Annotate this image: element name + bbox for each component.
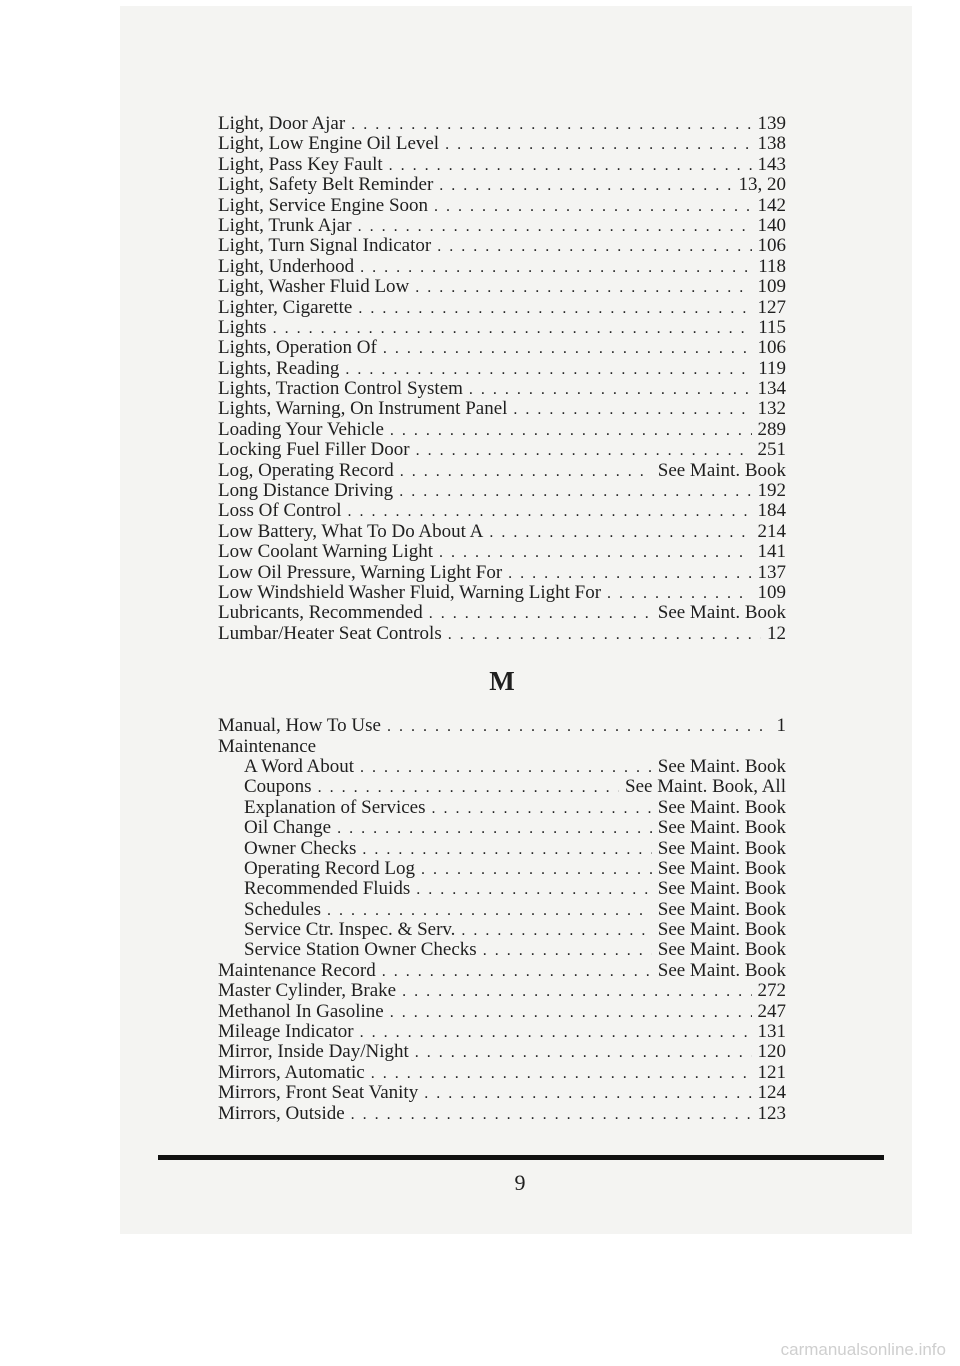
entry-label: Lights, Reading <box>218 357 340 379</box>
entry-label: Loading Your Vehicle <box>218 418 384 440</box>
entry-page-ref: 1 <box>776 715 786 737</box>
entry-label: Maintenance Record <box>218 959 376 981</box>
entry-label: Lights <box>218 316 267 338</box>
entry-page-ref: See Maint. Book <box>657 796 786 818</box>
dot-leader <box>358 217 752 237</box>
entry-label: Light, Underhood <box>218 255 355 277</box>
index-entry <box>218 216 786 236</box>
index-entry <box>218 879 786 899</box>
entry-page-ref: 127 <box>757 296 786 318</box>
entry-page-ref: 141 <box>757 541 786 563</box>
entry-label: Schedules <box>244 898 322 920</box>
entry-label: Log, Operating Record <box>218 459 394 481</box>
dot-leader <box>337 819 652 839</box>
entry-page-ref: See Maint. Book <box>657 898 786 920</box>
entry-label: Oil Change <box>244 817 332 839</box>
index-entry <box>218 1104 786 1124</box>
entry-page-ref: 132 <box>757 398 786 420</box>
dot-leader <box>362 840 651 860</box>
index-entry <box>218 563 786 583</box>
dot-leader <box>421 860 652 880</box>
entry-label: Recommended Fluids <box>244 878 411 900</box>
index-entry <box>218 318 786 338</box>
dot-leader <box>400 462 652 482</box>
entry-label: Methanol In Gasoline <box>218 1000 384 1022</box>
entry-page-ref: 184 <box>757 500 786 522</box>
index-entry <box>218 542 786 562</box>
dot-leader <box>348 502 752 522</box>
entry-label: Light, Service Engine Soon <box>218 194 429 216</box>
dot-leader <box>415 278 751 298</box>
entry-label: Light, Pass Key Fault <box>218 153 383 175</box>
index-entry <box>218 624 786 644</box>
entry-page-ref: 13, 20 <box>738 174 786 196</box>
index-entry <box>218 900 786 920</box>
dot-leader <box>489 523 751 543</box>
index-entry <box>218 798 786 818</box>
dot-leader <box>439 543 751 563</box>
dot-leader <box>607 584 751 604</box>
entry-label: Loss Of Control <box>218 500 342 522</box>
entry-label: Explanation of Services <box>244 796 426 818</box>
dot-leader <box>390 421 752 441</box>
entry-label: Low Coolant Warning Light <box>218 541 434 563</box>
entry-page-ref: 121 <box>757 1061 786 1083</box>
entry-page-ref: 124 <box>757 1082 786 1104</box>
index-entry <box>218 737 786 757</box>
index-entry <box>218 777 786 797</box>
dot-leader <box>382 962 652 982</box>
entry-label: Low Battery, What To Do About A <box>218 520 484 542</box>
index-entry <box>218 461 786 481</box>
entry-label: Light, Low Engine Oil Level <box>218 133 440 155</box>
index-entry <box>218 1063 786 1083</box>
entry-label: Mileage Indicator <box>218 1021 354 1043</box>
index-section-l <box>218 114 786 644</box>
entry-page-ref: 109 <box>757 581 786 603</box>
index-section-m <box>218 716 786 1124</box>
entry-page-ref: 214 <box>757 520 786 542</box>
index-entry <box>218 196 786 216</box>
entry-label: Long Distance Driving <box>218 480 394 502</box>
entry-label: Light, Turn Signal Indicator <box>218 235 432 257</box>
dot-leader <box>358 299 751 319</box>
entry-label: Owner Checks <box>244 837 357 859</box>
entry-page-ref: 115 <box>758 316 786 338</box>
index-list <box>218 114 786 1124</box>
dot-leader <box>483 941 652 961</box>
entry-label: Master Cylinder, Brake <box>218 980 397 1002</box>
entry-label: Lights, Traction Control System <box>218 378 463 400</box>
watermark: carmanualsonline.info <box>780 1340 946 1359</box>
index-entry <box>218 716 786 736</box>
index-entry <box>218 981 786 1001</box>
dot-leader <box>360 758 652 778</box>
dot-leader <box>389 156 752 176</box>
entry-page-ref: See Maint. Book <box>657 959 786 981</box>
entry-label: Mirrors, Outside <box>218 1102 345 1124</box>
dot-leader <box>351 1105 752 1125</box>
entry-page-ref: See Maint. Book <box>657 459 786 481</box>
entry-label: Low Windshield Washer Fluid, Warning Light For <box>218 581 602 603</box>
index-entry <box>218 277 786 297</box>
entry-page-ref: 272 <box>757 980 786 1002</box>
dot-leader <box>437 237 751 257</box>
dot-leader <box>387 717 771 737</box>
entry-label: Lubricants, Recommended <box>218 602 423 624</box>
entry-page-ref: See Maint. Book, All <box>625 776 786 798</box>
index-entry <box>218 338 786 358</box>
entry-label: Lighter, Cigarette <box>218 296 353 318</box>
index-entry <box>218 1022 786 1042</box>
entry-label: Light, Trunk Ajar <box>218 214 352 236</box>
entry-page-ref: 140 <box>757 214 786 236</box>
index-entry <box>218 379 786 399</box>
entry-label: Light, Safety Belt Reminder <box>218 174 434 196</box>
entry-page-ref: See Maint. Book <box>657 602 786 624</box>
dot-leader <box>351 115 751 135</box>
entry-page-ref: 192 <box>757 480 786 502</box>
index-entry <box>218 940 786 960</box>
index-entry <box>218 1002 786 1022</box>
index-entry <box>218 522 786 542</box>
dot-leader <box>461 921 651 941</box>
entry-label: Light, Door Ajar <box>218 113 346 134</box>
index-entry <box>218 961 786 981</box>
dot-leader <box>345 360 752 380</box>
entry-page-ref: 119 <box>758 357 786 379</box>
entry-page-ref: See Maint. Book <box>657 857 786 879</box>
entry-label: Light, Washer Fluid Low <box>218 276 410 298</box>
entry-page-ref: 123 <box>757 1102 786 1124</box>
index-entry <box>218 603 786 623</box>
index-entry <box>218 257 786 277</box>
index-entry <box>218 236 786 256</box>
dot-leader <box>424 1084 751 1104</box>
entry-label: Coupons <box>244 776 312 798</box>
entry-page-ref: 120 <box>757 1041 786 1063</box>
entry-page-ref: 247 <box>757 1000 786 1022</box>
entry-page-ref: 142 <box>757 194 786 216</box>
dot-leader <box>439 176 732 196</box>
entry-label: Lumbar/Heater Seat Controls <box>218 622 442 644</box>
entry-label: Mirrors, Automatic <box>218 1061 365 1083</box>
dot-leader <box>416 441 752 461</box>
index-entry <box>218 440 786 460</box>
index-entry <box>218 359 786 379</box>
entry-label: Service Ctr. Inspec. & Serv. <box>244 919 456 941</box>
entry-page-ref: 138 <box>757 133 786 155</box>
entry-page-ref: See Maint. Book <box>657 817 786 839</box>
entry-label: Locking Fuel Filler Door <box>218 439 410 461</box>
index-entry <box>218 155 786 175</box>
dot-leader <box>434 197 751 217</box>
entry-label: Operating Record Log <box>244 857 415 879</box>
entry-page-ref: 251 <box>757 439 786 461</box>
entry-page-ref: 131 <box>757 1021 786 1043</box>
dot-leader <box>273 319 753 339</box>
entry-label: Mirrors, Front Seat Vanity <box>218 1082 419 1104</box>
entry-page-ref: 109 <box>757 276 786 298</box>
dot-leader <box>327 901 652 921</box>
page-number: 9 <box>514 1170 526 1195</box>
index-entry <box>218 1042 786 1062</box>
index-entry <box>218 501 786 521</box>
dot-leader <box>416 880 652 900</box>
dot-leader <box>371 1064 752 1084</box>
dot-leader <box>383 339 752 359</box>
entry-page-ref: 143 <box>757 153 786 175</box>
index-entry <box>218 839 786 859</box>
entry-page-ref: See Maint. Book <box>657 919 786 941</box>
index-entry <box>218 399 786 419</box>
index-entry <box>218 818 786 838</box>
entry-page-ref: See Maint. Book <box>657 837 786 859</box>
dot-leader <box>432 799 652 819</box>
index-entry <box>218 420 786 440</box>
index-entry <box>218 175 786 195</box>
entry-label: Lights, Warning, On Instrument Panel <box>218 398 508 420</box>
dot-leader <box>360 258 752 278</box>
index-entry <box>218 1083 786 1103</box>
dot-leader <box>445 135 751 155</box>
entry-page-ref: 139 <box>757 113 786 134</box>
entry-page-ref: 12 <box>767 622 786 644</box>
dot-leader <box>318 778 619 798</box>
entry-page-ref: See Maint. Book <box>657 878 786 900</box>
index-entry <box>218 134 786 154</box>
entry-page-ref: 137 <box>757 561 786 583</box>
entry-label: Maintenance <box>218 735 317 757</box>
dot-leader <box>448 625 761 645</box>
entry-page-ref: 289 <box>757 418 786 440</box>
entry-page-ref: See Maint. Book <box>657 755 786 777</box>
entry-label: Manual, How To Use <box>218 715 381 737</box>
index-entry <box>218 859 786 879</box>
entry-page-ref: 134 <box>757 378 786 400</box>
dot-leader <box>508 564 751 584</box>
index-entry <box>218 114 786 134</box>
entry-page-ref: 106 <box>757 235 786 257</box>
entry-page-ref: 118 <box>758 255 786 277</box>
dot-leader <box>390 1003 752 1023</box>
section-letter-m: M <box>489 666 515 697</box>
footer-rule <box>158 1155 884 1160</box>
entry-label: Low Oil Pressure, Warning Light For <box>218 561 503 583</box>
dot-leader <box>469 380 752 400</box>
index-entry <box>218 298 786 318</box>
dot-leader <box>415 1043 752 1063</box>
index-entry <box>218 757 786 777</box>
entry-label: Mirror, Inside Day/Night <box>218 1041 409 1063</box>
index-entry <box>218 583 786 603</box>
dot-leader <box>360 1023 752 1043</box>
entry-page-ref: See Maint. Book <box>657 939 786 961</box>
dot-leader <box>429 604 652 624</box>
index-entry <box>218 920 786 940</box>
dot-leader <box>402 982 751 1002</box>
entry-page-ref: 106 <box>757 337 786 359</box>
dot-leader <box>513 400 751 420</box>
entry-label: Lights, Operation Of <box>218 337 377 359</box>
entry-label: A Word About <box>244 755 355 777</box>
index-entry <box>218 481 786 501</box>
entry-label: Service Station Owner Checks <box>244 939 477 961</box>
dot-leader <box>399 482 751 502</box>
